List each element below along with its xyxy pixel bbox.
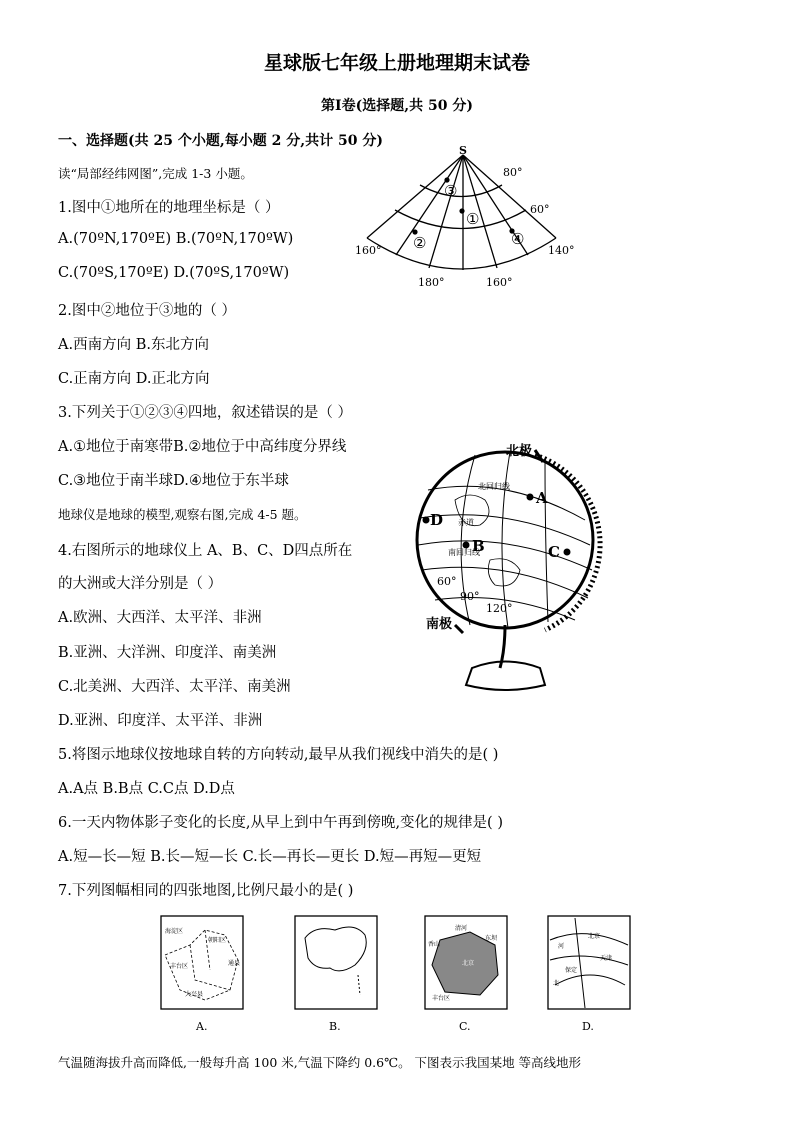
map-b-caption: B. [329, 1020, 341, 1033]
scale-maps-figure [150, 912, 640, 1037]
map-d-label-2: 河 [558, 943, 565, 950]
tropic-north-label: 北回归线 [478, 482, 510, 491]
question-3: 3.下列关于①②③④四地，叙述错误的是（ ） [58, 405, 352, 421]
lon-label-160-right: 160° [486, 276, 513, 289]
map-d-caption: D. [582, 1020, 594, 1033]
map-d-frame [548, 916, 630, 1009]
map-d-road-3 [555, 975, 625, 985]
map-d-label-5: 北 [553, 980, 560, 987]
lon-label-160-left: 160° [355, 244, 382, 257]
map-d-label-3: 天津 [600, 955, 613, 962]
question-2: 2.图中②地位于③地的（ ） [58, 303, 236, 319]
question-7: 7.下列图幅相同的四张地图,比例尺最小的是( ) [58, 883, 354, 899]
globe-stand-base [466, 662, 545, 691]
instruction-q1-3: 读“局部经纬网图”,完成 1-3 小题。 [58, 166, 253, 181]
north-pole-label: 北极 [506, 444, 533, 459]
section-heading: 一、选择题(共 25 个小题,每小题 2 分,共计 50 分) [58, 133, 383, 149]
meridian-180 [429, 155, 463, 268]
south-axis [455, 625, 463, 633]
q2-options-ab: A.西南方向 B.东北方向 [58, 337, 209, 353]
map-a-label-5: 大兴县 [185, 991, 204, 998]
grid-point-1-dot [459, 208, 464, 213]
map-a-label-3: 通县 [228, 960, 241, 967]
map-c-label-5: 丰台区 [432, 995, 451, 1002]
q4-option-c: C.北美洲、大西洋、太平洋、南美洲 [58, 679, 291, 695]
page-title: 星球版七年级上册地理期末试卷 [263, 52, 530, 74]
q4-option-d: D.亚洲、印度洋、太平洋、非洲 [58, 713, 263, 729]
lat-label-60: 60° [530, 203, 550, 216]
grid-point-2: ② [413, 234, 427, 252]
grid-point-4: ④ [511, 230, 525, 248]
lon-label-90: 90° [460, 590, 480, 603]
map-a-inner-boundary-2 [205, 930, 210, 970]
question-5: 5.将图示地球仪按地球自转的方向转动,最早从我们视线中消失的是( ) [58, 747, 499, 763]
q6-options: A.短—长—短 B.长—短—长 C.长—再长—更长 D.短—再短—更短 [58, 849, 482, 865]
map-a-label-4: 丰台区 [170, 963, 189, 970]
q3-options-cd: C.③地位于南半球D.④地位于东半球 [58, 473, 289, 489]
globe-point-a-dot [527, 494, 534, 501]
lon-label-180: 180° [418, 276, 445, 289]
map-d-label-4: 保定 [565, 967, 578, 974]
equator [418, 541, 592, 570]
part-heading: 第Ⅰ卷(选择题,共 50 分) [321, 98, 473, 114]
tropic-north [420, 515, 590, 545]
map-b-china-outline [305, 927, 366, 971]
map-c-label-3: 东坝 [485, 935, 498, 942]
question-1: 1.图中①地所在的地理坐标是（ ） [58, 200, 280, 216]
q4-option-b: B.亚洲、大洋洲、印度洋、南美洲 [58, 645, 277, 661]
map-d-road-2 [550, 956, 628, 965]
map-c-label-1: 清河 [455, 925, 468, 932]
lon-label-140: 140° [548, 244, 575, 257]
map-c-label-4: 北京 [462, 960, 475, 967]
grid-point-3: ③ [444, 182, 458, 200]
question-4-cont: 的大洲或大洋分别是（ ） [58, 576, 223, 592]
map-a-label-2: 朝阳区 [208, 937, 227, 944]
globe-point-d: D [430, 511, 444, 529]
q5-options: A.A点 B.B点 C.C点 D.D点 [58, 781, 235, 797]
map-c-caption: C. [459, 1020, 471, 1033]
lon-label-120: 120° [486, 602, 513, 615]
landmass-2 [488, 559, 520, 586]
instruction-q4-5: 地球仪是地球的模型,观察右图,完成 4-5 题。 [58, 507, 307, 522]
q1-options-ab: A.(70ºN,170ºE) B.(70ºN,170ºW) [58, 231, 294, 247]
map-c-label-2: 香山 [428, 941, 441, 948]
question-4: 4.右图所示的地球仪上 A、B、C、D四点所在 [58, 543, 353, 559]
meridian-3 [545, 460, 548, 622]
inner-latitude-arc [420, 185, 502, 197]
globe-point-c-dot [564, 549, 571, 556]
globe-point-d-dot [423, 517, 430, 524]
instruction-next: 气温随海拔升高而降低,一般每升高 100 米,气温下降约 0.6℃。 下图表示我国某地 等高线地形 [58, 1055, 582, 1070]
map-a-label-1: 海淀区 [165, 928, 184, 935]
lat-lon-grid-figure [345, 140, 585, 290]
globe-point-b: B [472, 537, 485, 555]
globe-point-c: C [548, 543, 560, 561]
map-d-label-1: 北京 [588, 933, 601, 940]
tropic-south-label: 南回归线 [448, 548, 480, 557]
lon-label-60: 60° [437, 575, 457, 588]
q1-options-cd: C.(70ºS,170ºE) D.(70ºS,170ºW) [58, 265, 290, 281]
q3-options-ab: A.①地位于南寒带B.②地位于中高纬度分界线 [58, 439, 347, 455]
q4-option-a: A.欧洲、大西洋、太平洋、非洲 [58, 610, 262, 626]
pole-label: S [459, 144, 467, 157]
map-b-islands [358, 975, 360, 995]
south-pole-label: 南极 [426, 617, 453, 632]
question-6: 6.一天内物体影子变化的长度,从早上到中午再到傍晚,变化的规律是( ) [58, 815, 503, 831]
lat-label-80: 80° [503, 166, 523, 179]
map-a-caption: A. [196, 1020, 208, 1033]
grid-point-1: ① [466, 210, 480, 228]
map-d-road-4 [575, 918, 585, 1008]
globe-figure [405, 440, 610, 695]
equator-label: 赤道 [458, 518, 474, 527]
globe-point-a: A [536, 489, 548, 507]
q2-options-cd: C.正南方向 D.正北方向 [58, 371, 210, 387]
